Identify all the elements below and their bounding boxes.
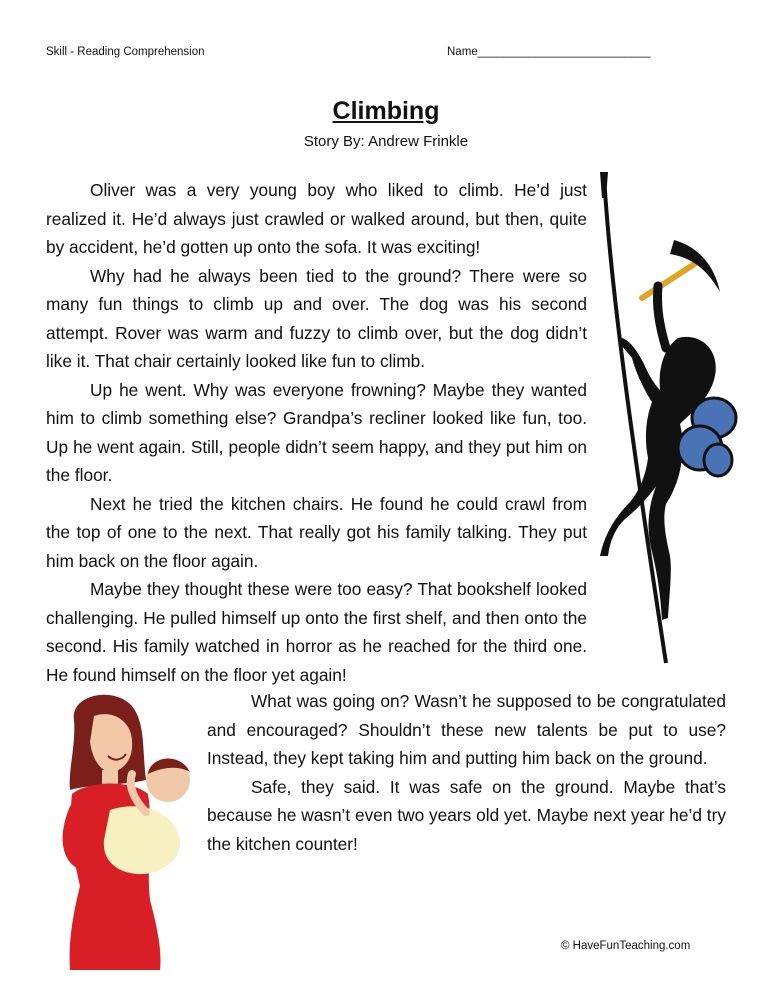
story-byline: Story By: Andrew Frinkle	[303, 133, 469, 150]
story-paragraph: Up he went. Why was everyone frowning? Maybe they wanted him to climb something else? Grandpa’s recliner looked like fun, too. Up he went again. Still, people didn’t seem happy, and they put him on the floor.	[46, 379, 587, 485]
name-field[interactable]: Name___________________________	[447, 46, 651, 58]
baby-body	[104, 806, 180, 874]
story-body-bottom	[207, 687, 726, 858]
climber-arm	[657, 286, 666, 348]
story-paragraph: Why had he always been tied to the ground? There were so many fun things to climb up and over. The dog was his second attempt. Rover was warm and fuzzy to climb over, but the dog didn’t like it. That chair certainly looked like fun to climb.	[46, 265, 587, 371]
climber-body	[600, 337, 716, 620]
mother-and-baby-illustration	[50, 690, 200, 970]
ice-axe-handle	[642, 263, 696, 298]
story-body-top	[46, 176, 587, 689]
copyright-footer: © HaveFunTeaching.com	[561, 940, 691, 952]
story-paragraph: Maybe they thought these were too easy? That bookshelf looked challenging. He pulled himself up onto the first shelf, and then onto the second. His family watched in horror as he reached for the third one. He found himself on the floor yet again!	[46, 579, 587, 685]
story-paragraph: What was going on? Wasn’t he supposed to be congratulated and encouraged? Shouldn’t these new talents be put to use? Instead, they kept taking him and putting him back on the ground.	[207, 691, 726, 768]
story-title: Climbing	[332, 97, 440, 125]
story-paragraph: Next he tried the kitchen chairs. He found he could crawl from the top of one to the next. That really got his family talking. They put him back on the floor again.	[46, 493, 587, 571]
story-paragraph: Safe, they said. It was safe on the ground. Maybe that’s because he wasn’t even two years old yet. Maybe next year he’d try the kitchen counter!	[207, 776, 726, 854]
story-paragraph: Oliver was a very young boy who liked to climb. He’d just realized it. He’d always just crawled or walked around, but then, quite by accident, he’d gotten up onto the sofa. It was exciting!	[46, 180, 587, 257]
climber-illustration	[596, 168, 746, 668]
skill-label: Skill - Reading Comprehension	[46, 46, 205, 58]
